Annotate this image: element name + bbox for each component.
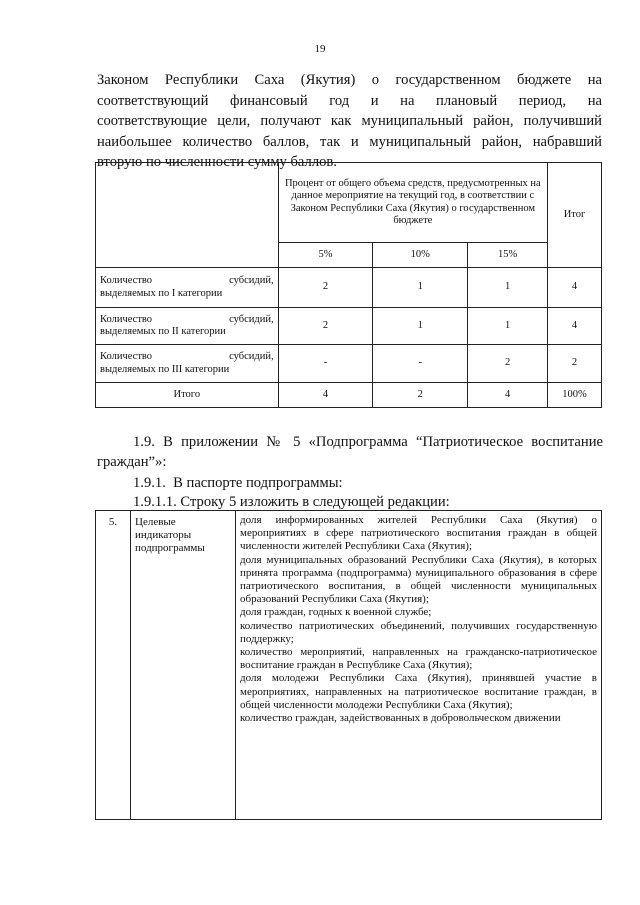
table-cell: 1 — [373, 268, 468, 308]
indicator-item: количество мероприятий, направленных на гражданско-патриотическое воспитание граждан в Республике Саха (Якутия); — [240, 646, 597, 672]
indicator-item: доля информированных жителей Республики Саха (Якутия) о мероприятиях в сфере патриотического воспитания граждан в общей численности жителей Республики Саха (Якутия); — [240, 514, 597, 553]
percent-column-header: 15% — [468, 243, 548, 268]
row-label-line: выделяемых по II категории — [100, 326, 226, 337]
footer-cell: 4 — [468, 383, 548, 408]
table-row — [96, 268, 602, 308]
percent-column-header: 5% — [278, 243, 373, 268]
intro-paragraph — [97, 70, 602, 173]
table-row — [96, 308, 602, 345]
table-cell: 1 — [373, 308, 468, 345]
intro-line: вторую по численности сумму баллов. — [97, 154, 337, 170]
table-cell: 1 — [468, 308, 548, 345]
subsidy-distribution-table — [95, 162, 602, 408]
row-number: 5. — [96, 511, 131, 820]
intro-line: соответствующий финансовый год и на плановый период, на — [97, 92, 602, 109]
intro-line: соответствующие цели, получают как муниципальный район, получивший — [97, 113, 602, 129]
section-1-9 — [133, 432, 603, 452]
row-label-line: выделяемых по I категории — [100, 287, 223, 299]
footer-cell: 2 — [373, 383, 468, 408]
footer-cell: 4 — [278, 383, 373, 408]
table-cell: - — [373, 345, 468, 383]
indicator-item: количество граждан, задействованных в добровольческом движении — [240, 712, 561, 725]
row-label-line: выделяемых по III категории — [100, 363, 230, 375]
section-1-9-1-1: 1.9.1.1. Строку 5 изложить в следующей редакции: — [133, 494, 450, 510]
table-cell: 2 — [468, 345, 548, 383]
row-label-line: Количество субсидий, — [100, 351, 274, 362]
table-row — [96, 511, 602, 820]
passport-row-table — [95, 510, 602, 820]
table-footer-row — [96, 383, 602, 408]
row-total: 4 — [548, 308, 602, 345]
intro-line: наибольшее количество баллов, так и муниципальный район, набравший — [97, 133, 602, 150]
page-number: 19 — [314, 43, 326, 55]
indicator-item: доля молодежи Республики Саха (Якутия), принявшей участие в мероприятиях, направленных на патриотическое воспитание граждан, в общей численности молодежи Республики Саха (Якутия); — [240, 672, 597, 711]
header-total: Итог — [548, 163, 602, 268]
row-total: 4 — [548, 268, 602, 308]
row-label-line: Количество субсидий, — [100, 313, 274, 325]
indicator-item: доля муниципальных образований Республики Саха (Якутия), в которых принята программа (подпрограмма) муниципального образования в сфере патриотического воспитания, в общей численности муниципальных образований Республики Саха (Якутия); — [240, 553, 597, 606]
indicators-list — [236, 511, 602, 820]
indicator-item: количество патриотических объединений, получивших государственную поддержку; — [240, 619, 597, 645]
footer-label: Итого — [96, 383, 279, 408]
row-name: Целевые индикаторы подпрограммы — [131, 511, 236, 820]
table-cell: 1 — [468, 268, 548, 308]
indicator-item: доля граждан, годных к военной службе; — [240, 606, 432, 619]
table-cell: 2 — [278, 308, 373, 345]
table-row — [96, 345, 602, 383]
table-cell: 2 — [278, 268, 373, 308]
table-cell: - — [278, 345, 373, 383]
section-1-9-1: 1.9.1. В паспорте подпрограммы: — [133, 475, 343, 491]
section-1-9-line: 1.9. В приложении № 5 «Подпрограмма “Патриотическое воспитание — [133, 434, 603, 450]
row-total: 2 — [548, 345, 602, 383]
row-label — [96, 268, 279, 308]
section-1-9-continuation: граждан”»: — [97, 454, 167, 470]
row-label — [96, 345, 279, 383]
table-corner-cell — [96, 163, 279, 268]
percent-column-header: 10% — [373, 243, 468, 268]
footer-total: 100% — [548, 383, 602, 408]
intro-line: Законом Республики Саха (Якутия) о государственном бюджете на — [97, 72, 602, 88]
row-label-line: Количество субсидий, — [100, 275, 274, 286]
row-label — [96, 308, 279, 345]
header-percent: Процент от общего объема средств, предусмотренных на данное мероприятие на текущий год, в соответствии с Законом Республики Саха (Якутия) о государственном бюджете — [278, 163, 547, 243]
